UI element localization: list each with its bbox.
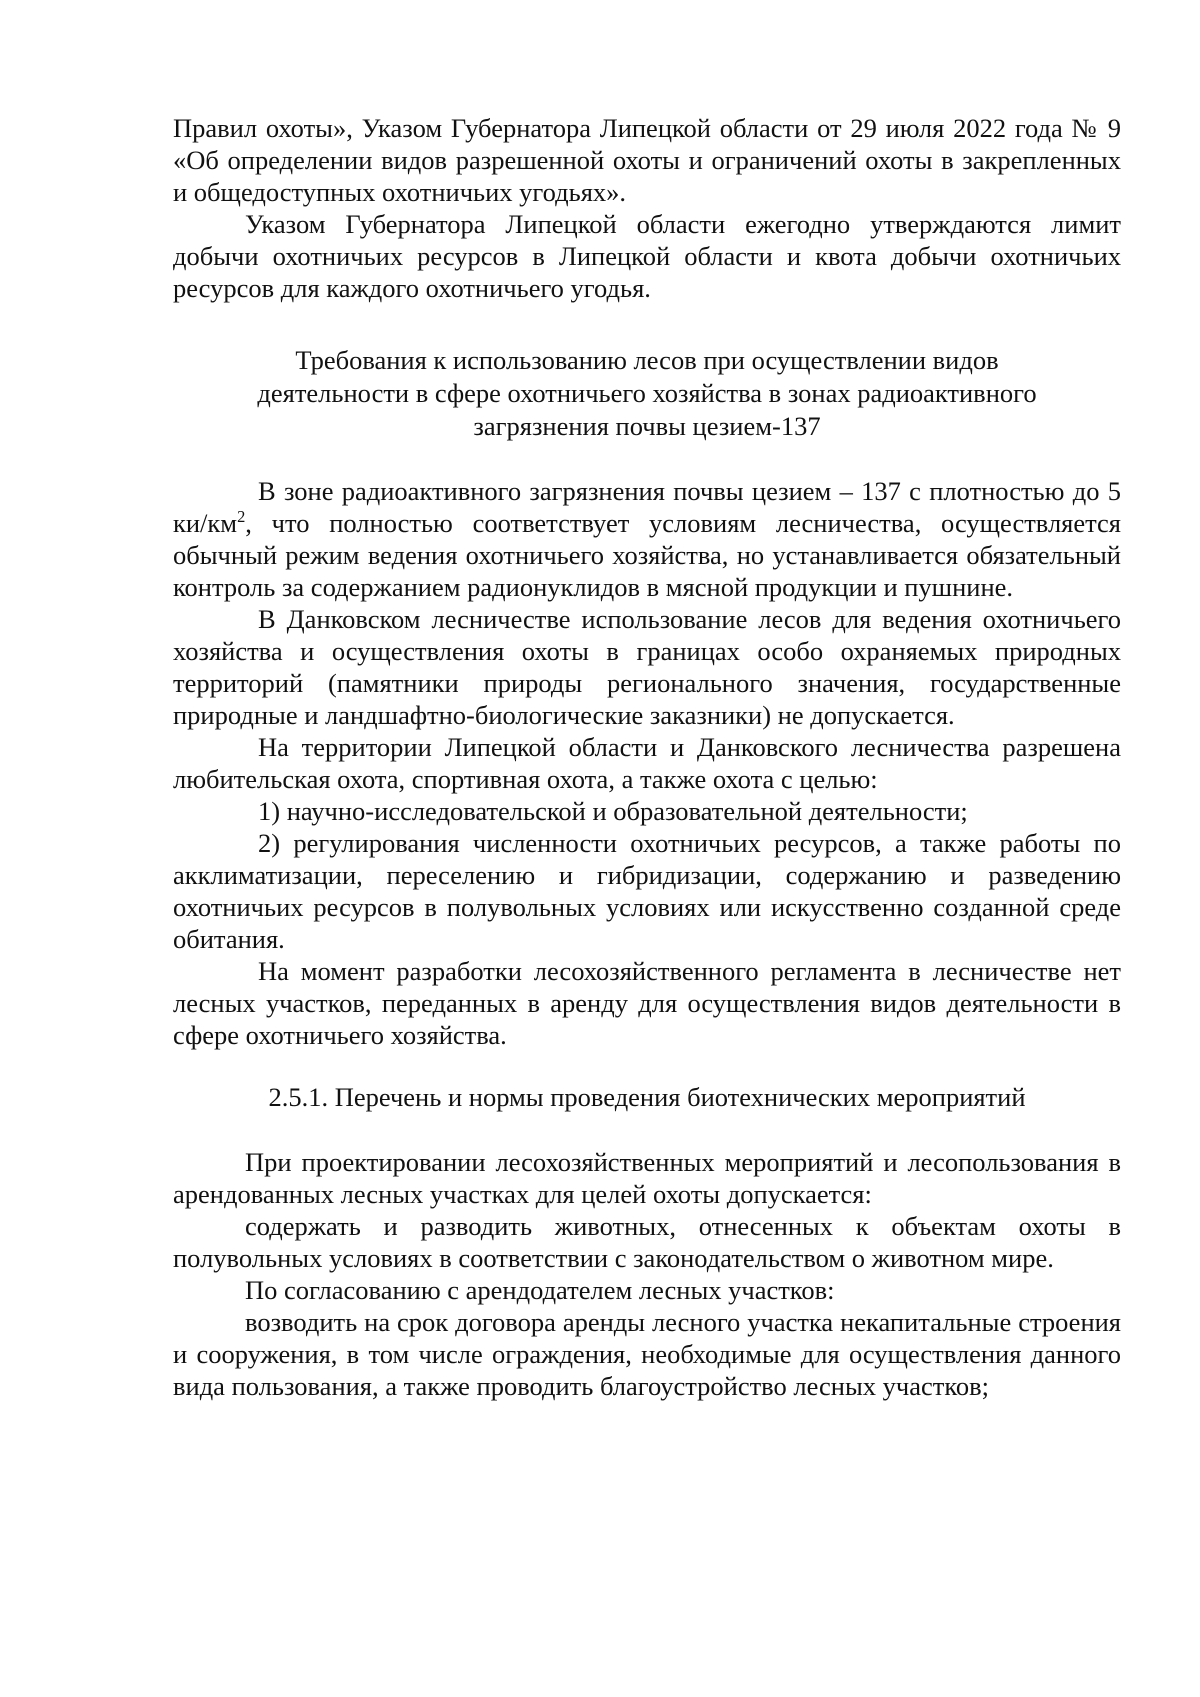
paragraph-no-leased-plots: На момент разработки лесохозяйственного регламента в лесничестве нет лесных участков, переданных в аренду для осуществления видов деятельности в сфере охотничьего хозяйства. xyxy=(173,956,1121,1050)
paragraph-temporary-structures: возводить на срок договора аренды лесного участка некапитальные строения и сооружения, в том числе ограждения, необходимые для осуществления данного вида пользования, а также проводить благоустройство лесных участков; xyxy=(173,1307,1121,1401)
paragraph-hunting-limits: Указом Губернатора Липецкой области ежегодно утверждаются лимит добычи охотничьих ресурсов в Липецкой области и квота добычи охотничьих ресурсов для каждого охотничьего угодья. xyxy=(173,209,1121,303)
paragraph-agreement-with-lessor: По согласованию с арендодателем лесных участков: xyxy=(245,1275,835,1305)
section-heading-radioactive-zones xyxy=(173,344,1121,443)
cesium-superscript: 2 xyxy=(237,507,246,527)
paragraph-keep-animals: содержать и разводить животных, отнесенных к объектам охоты в полувольных условиях в соответствии с законодательством о животном мире. xyxy=(173,1211,1121,1273)
heading-line-1: Требования к использованию лесов при осуществлении видов xyxy=(295,345,999,375)
document-page xyxy=(173,112,1121,1402)
heading-line-2: деятельности в сфере охотничьего хозяйства в зонах радиоактивного xyxy=(257,378,1037,408)
paragraph-cesium-zone xyxy=(173,475,1121,603)
subsection-heading-biotechnical: 2.5.1. Перечень и нормы проведения биотехнических мероприятий xyxy=(268,1082,1026,1112)
paragraph-hunting-rules-reference: Правил охоты», Указом Губернатора Липецкой области от 29 июля 2022 года № 9 «Об определении видов разрешенной охоты и ограничений охоты в закрепленных и общедоступных охотничьих угодьях». xyxy=(173,113,1121,207)
cesium-text-after: , что полностью соответствует условиям лесничества, осуществляется обычный режим ведения охотничьего хозяйства, но устанавливается обязательный контроль за содержанием радионуклидов в мясной продукции и пушнине. xyxy=(173,508,1121,602)
heading-line-3: загрязнения почвы цезием-137 xyxy=(473,411,821,441)
paragraph-dankov-protected-areas: В Данковском лесничестве использование лесов для ведения охотничьего хозяйства и осуществления охоты в границах особо охраняемых природных территорий (памятники природы регионального значения, государственные природные и ландшафтно-биологические заказники) не допускается. xyxy=(173,604,1121,730)
cesium-text-before: В зоне радиоактивного загрязнения почвы цезием – 137 с плотностью до 5 ки/км xyxy=(173,476,1121,538)
paragraph-design-permitted: При проектировании лесохозяйственных мероприятий и лесопользования в арендованных лесных участках для целей охоты допускается: xyxy=(173,1147,1121,1209)
list-item-regulation: 2) регулирования численности охотничьих ресурсов, а также работы по акклиматизации, переселению и гибридизации, содержанию и разведению охотничьих ресурсов в полувольных условиях или искусственно созданной среде обитания. xyxy=(173,828,1121,954)
list-item-research: 1) научно-исследовательской и образовательной деятельности; xyxy=(258,796,968,826)
paragraph-permitted-hunting: На территории Липецкой области и Данковского лесничества разрешена любительская охота, спортивная охота, а также охота с целью: xyxy=(173,732,1121,794)
